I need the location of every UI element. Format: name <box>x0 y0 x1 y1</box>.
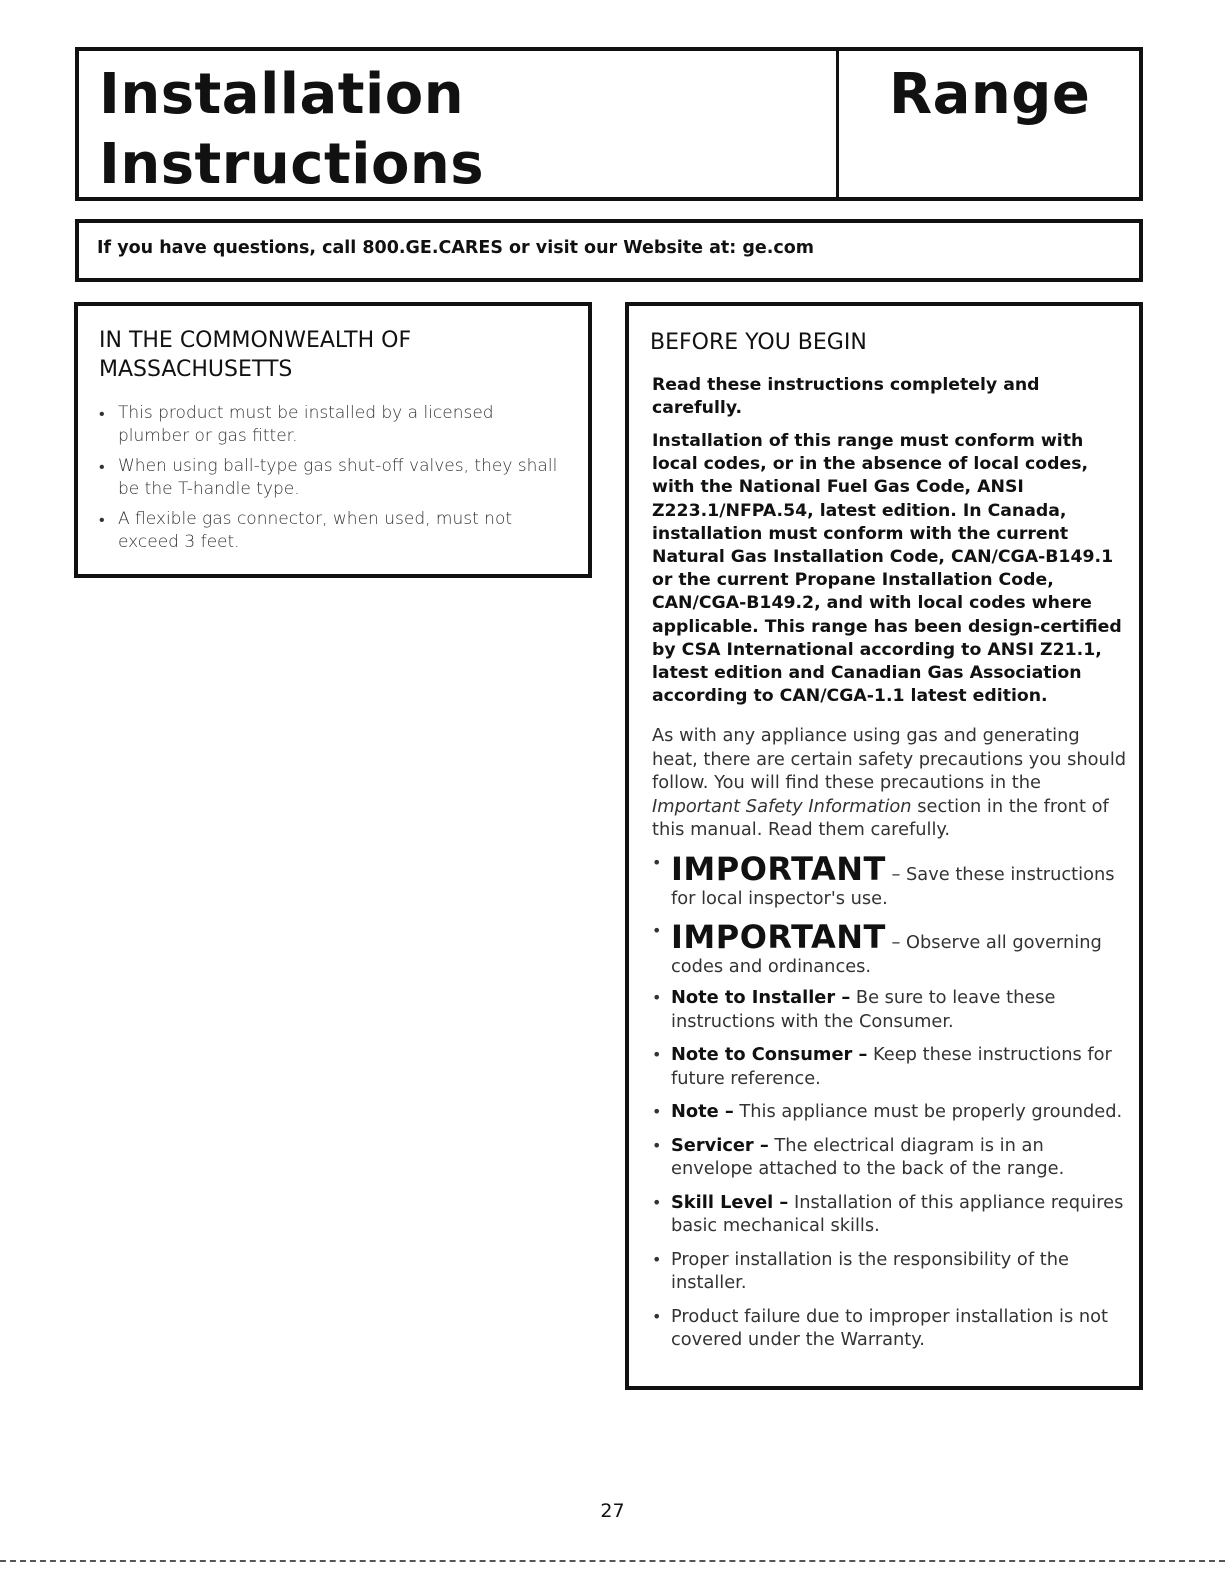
important-text: – Save these instructions for local inspector's use. <box>671 864 1115 909</box>
list-item <box>645 1305 1129 1352</box>
bullet-icon: • <box>652 920 662 940</box>
bullet-icon: • <box>652 1249 662 1269</box>
page-number: 27 <box>600 1500 625 1522</box>
bullet-icon: • <box>652 988 662 1007</box>
bullet-icon: • <box>652 1192 662 1212</box>
product-title: Range <box>889 62 1091 127</box>
note-label: Note to Installer – <box>671 987 851 1008</box>
note-item <box>645 986 1129 1033</box>
list-item-text: Proper installation is the responsibility of the installer. <box>671 1248 1069 1293</box>
code-compliance-paragraph: Installation of this range must conform with local codes, or in the absence of local codes, with the National Fuel Gas Code, ANSI Z223.1/NFPA.54, latest edition. In Canada, installation must conform with the current Natural Gas Installation Code, CAN/CGA-B149.1 or the current Propane Installation Code, CAN/CGA-B149.2, and with local codes where applicable. This range has been design-certified by CSA International according to ANSI Z21.1, latest edition and Canadian Gas Association according to CAN/CGA-1.1 latest edition. <box>652 431 1122 707</box>
contact-box <box>75 219 1143 282</box>
bullet-icon: • <box>652 1102 662 1121</box>
bullet-icon: • <box>652 1306 662 1326</box>
important-item <box>645 851 1129 911</box>
bullet-icon: • <box>99 510 105 529</box>
list-item-text: This product must be installed by a licensed plumber or gas fitter. <box>118 403 494 446</box>
title-divider <box>836 51 839 197</box>
note-text: Be sure to leave these instructions with the Consumer. <box>671 987 1056 1032</box>
read-instructions-paragraph: Read these instructions completely and carefully. <box>652 375 1040 419</box>
title-box <box>75 47 1143 201</box>
note-item <box>645 1043 1129 1090</box>
contact-text: If you have questions, call 800.GE.CARES or visit our Website at: ge.com <box>97 238 815 258</box>
massachusetts-list <box>92 402 562 561</box>
before-you-begin-list <box>645 851 1129 1362</box>
safety-paragraph <box>652 724 1127 842</box>
note-text: Keep these instructions for future reference. <box>671 1044 1112 1089</box>
note-label: Servicer – <box>671 1134 769 1156</box>
title-line-2: Instructions <box>99 132 485 197</box>
before-you-begin-box <box>625 302 1143 1390</box>
important-label: IMPORTANT <box>671 917 886 956</box>
note-item <box>645 1100 1129 1124</box>
bullet-icon: • <box>652 1135 662 1155</box>
list-item-text: Product failure due to improper installation is not covered under the Warranty. <box>671 1305 1108 1350</box>
note-text: This appliance must be properly grounded. <box>733 1101 1123 1122</box>
title-line-1: Installation <box>99 62 465 127</box>
note-item <box>645 1134 1129 1181</box>
note-label: Skill Level – <box>671 1191 789 1213</box>
list-item-text: A flexible gas connector, when used, must not exceed 3 feet. <box>118 509 513 552</box>
safety-text-start: As with any appliance using gas and generating heat, there are certain safety precautions you should follow. You will find these precautions in the <box>652 725 1127 793</box>
safety-reference: Important Safety Information <box>652 795 912 817</box>
note-item <box>645 1191 1129 1238</box>
bullet-icon: • <box>99 457 105 476</box>
bullet-icon: • <box>652 1045 662 1064</box>
list-item-text: When using ball-type gas shut-off valves, they shall be the T-handle type. <box>118 456 558 499</box>
list-item <box>92 508 562 554</box>
before-you-begin-heading: BEFORE YOU BEGIN <box>650 330 867 355</box>
list-item <box>645 1248 1129 1295</box>
list-item <box>92 402 562 448</box>
important-item <box>645 919 1129 979</box>
note-label: Note to Consumer – <box>671 1044 868 1065</box>
footer-rule <box>0 1560 1225 1562</box>
note-text: Installation of this appliance requires basic mechanical skills. <box>671 1191 1124 1236</box>
note-text: The electrical diagram is in an envelope attached to the back of the range. <box>671 1134 1065 1179</box>
safety-text-end: section in the front of this manual. Read them carefully. <box>652 795 1109 840</box>
important-label: IMPORTANT <box>671 850 886 888</box>
bullet-icon: • <box>652 853 662 872</box>
list-item <box>92 455 562 501</box>
note-label: Note – <box>671 1101 734 1122</box>
massachusetts-heading: IN THE COMMONWEALTH OF MASSACHUSETTS <box>99 328 412 382</box>
massachusetts-box <box>74 302 592 578</box>
bullet-icon: • <box>99 404 105 423</box>
important-text: – Observe all governing codes and ordinances. <box>671 931 1102 977</box>
